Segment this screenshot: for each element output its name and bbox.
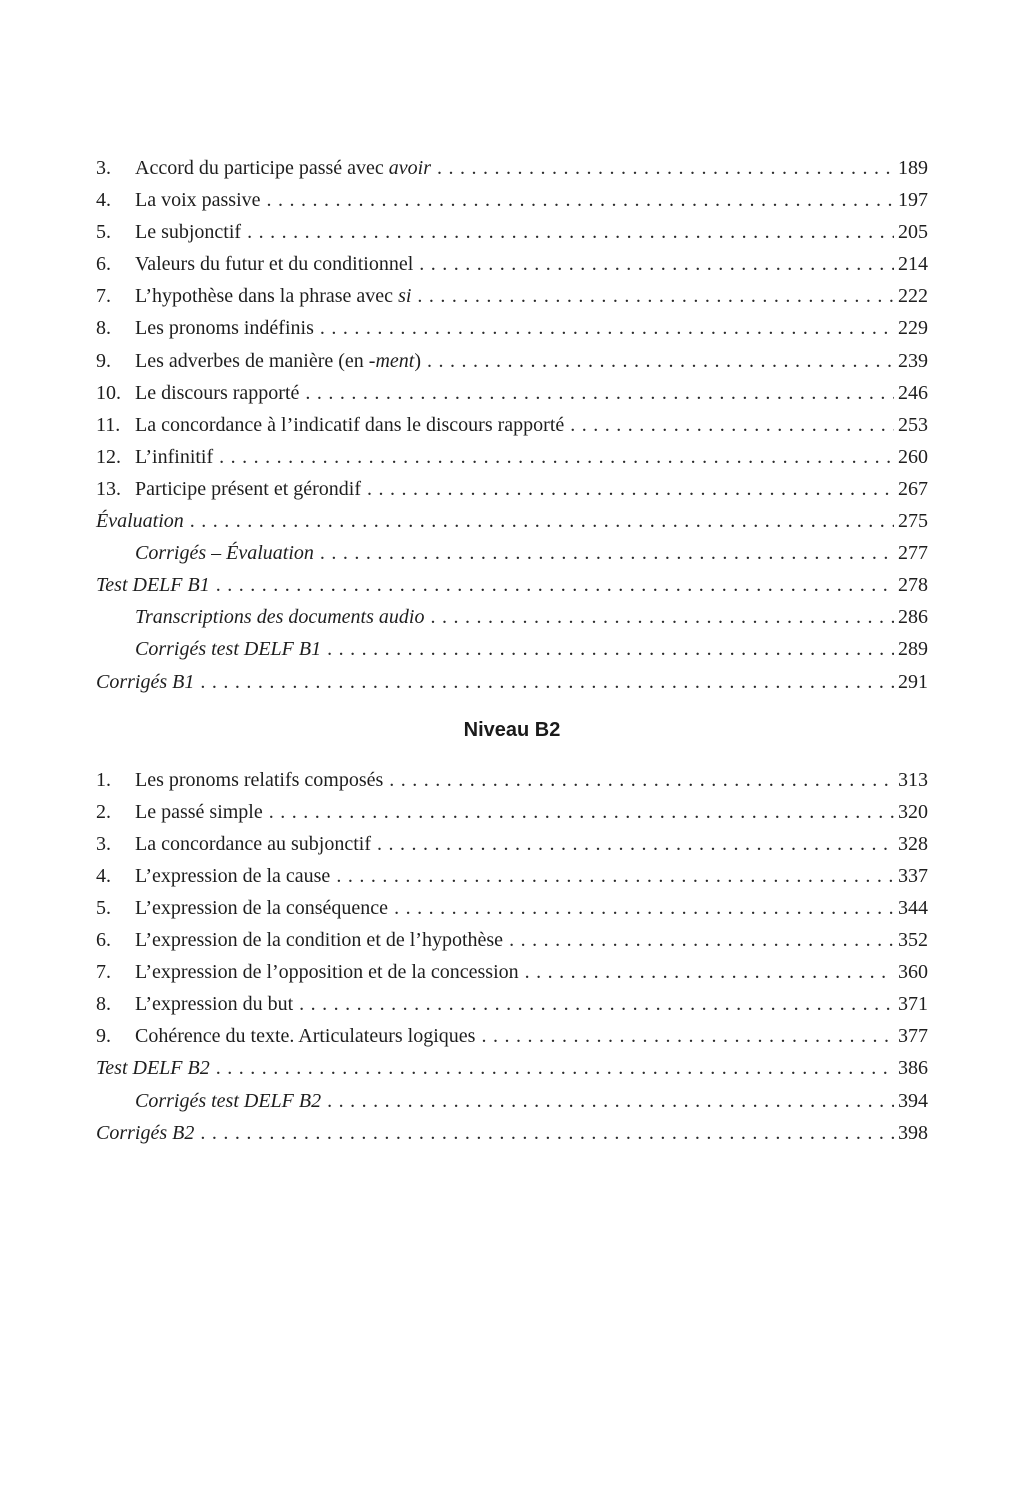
toc-entry [96,409,928,441]
toc-entry [96,796,928,828]
toc-extra-entry [96,601,928,633]
dot-leader [394,892,894,924]
toc-entry-title: La concordance à l’indicatif dans le discours rapporté [135,413,565,436]
toc-extra-page: 289 [898,638,928,661]
toc-extra-page: 277 [898,542,928,565]
toc-entry [96,441,928,473]
toc-extra-entry [96,666,928,698]
dot-leader [525,956,894,988]
dot-leader [216,569,894,601]
toc-entry [96,988,928,1020]
toc-extra-page: 278 [898,574,928,597]
toc-entry-title: L’infinitif [135,445,214,468]
toc-entry-title-italic: avoir [388,157,431,179]
toc-extra-page: 398 [898,1121,928,1144]
toc-entry-title: Les adverbes de manière (en -ment) [135,349,421,372]
toc-entry-title: Participe présent et gérondif [135,477,362,500]
toc-entry-page: 371 [898,993,928,1016]
table-of-contents [96,152,928,1149]
toc-entry-page: 246 [898,381,928,404]
toc-extra-title: Corrigés B2 [96,1121,195,1144]
toc-extra-entry [96,1052,928,1084]
dot-leader [219,441,894,473]
toc-entry [96,248,928,280]
toc-entry-number: 2. [96,800,111,823]
dot-leader [481,1020,894,1052]
toc-entry-page: 320 [898,800,928,823]
toc-entry-page: 377 [898,1025,928,1048]
toc-entry-number: 7. [96,285,111,308]
toc-entry-page: 214 [898,253,928,276]
toc-entry [96,1020,928,1052]
toc-entry-title: Les pronoms relatifs composés [135,768,384,791]
toc-extra-title: Test DELF B1 [96,574,210,597]
toc-extra-title: Corrigés B1 [96,670,195,693]
toc-entry-title: Les pronoms indéfinis [135,317,314,340]
toc-entry-title: L’expression de l’opposition et de la concession [135,961,519,984]
toc-entry-title: Accord du participe passé avec avoir [135,157,431,179]
dot-leader [327,1085,894,1117]
toc-entry-number: 9. [96,1025,111,1048]
toc-entry-number: 13. [96,477,121,500]
toc-extra-entry [96,537,928,569]
dot-leader [417,280,894,312]
toc-entry [96,892,928,924]
toc-entry-page: 267 [898,477,928,500]
toc-entry-page: 352 [898,929,928,952]
dot-leader [327,633,894,665]
section-heading-niveau-b2: Niveau B2 [463,719,561,742]
toc-extra-entry [96,1085,928,1117]
toc-entry-title: Le passé simple [135,800,263,823]
dot-leader [367,473,894,505]
toc-extra-title: Évaluation [96,510,184,533]
toc-entry-title: Valeurs du futur et du conditionnel [135,253,414,276]
toc-entry-title-italic: si [398,285,412,308]
toc-entry [96,860,928,892]
toc-entry-number: 9. [96,349,111,372]
toc-extra-title: Corrigés test DELF B1 [135,638,322,661]
toc-entry-number: 3. [96,157,111,179]
toc-entry-number: 11. [96,413,121,436]
toc-entry-number: 5. [96,896,111,919]
toc-entry-title: L’hypothèse dans la phrase avec si [135,285,412,308]
toc-entry-title: L’expression du but [135,993,294,1016]
dot-leader [437,152,894,184]
toc-entry [96,377,928,409]
dot-leader [570,409,894,441]
toc-entry [96,280,928,312]
toc-entry-number: 1. [96,768,111,791]
toc-extra-page: 275 [898,510,928,533]
dot-leader [430,601,894,633]
dot-leader [509,924,894,956]
toc-entry-number: 3. [96,832,111,855]
toc-entry-title: La concordance au subjonctif [135,832,372,855]
dot-leader [269,796,894,828]
toc-entry-title: Cohérence du texte. Articulateurs logiques [135,1025,476,1048]
dot-leader [190,505,894,537]
toc-entry-page: 253 [898,413,928,436]
toc-extra-title: Corrigés – Évaluation [135,542,314,565]
dot-leader [200,666,894,698]
toc-extra-entry [96,505,928,537]
dot-leader [216,1052,894,1084]
toc-entry-page: 360 [898,961,928,984]
toc-entry-number: 7. [96,961,111,984]
toc-entry-page: 222 [898,285,928,308]
toc-entry [96,184,928,216]
toc-entry-title-italic: -ment [368,349,415,372]
toc-entry [96,764,928,796]
toc-extra-title: Corrigés test DELF B2 [135,1089,322,1112]
toc-entry-page: 337 [898,864,928,887]
toc-entry-page: 328 [898,832,928,855]
dot-leader [320,537,894,569]
toc-entry-number: 6. [96,929,111,952]
toc-entry-page: 197 [898,189,928,212]
toc-entry-number: 8. [96,993,111,1016]
toc-entry [96,956,928,988]
dot-leader [389,764,894,796]
toc-entry [96,924,928,956]
toc-entry-number: 4. [96,864,111,887]
dot-leader [247,216,894,248]
toc-b2-extras [96,1052,928,1148]
toc-entry [96,216,928,248]
toc-entry-page: 189 [898,157,928,179]
toc-entry-page: 260 [898,445,928,468]
toc-entry-page: 239 [898,349,928,372]
toc-entry-number: 4. [96,189,111,212]
toc-extra-title: Transcriptions des documents audio [135,606,425,629]
dot-leader [427,345,894,377]
toc-entry [96,345,928,377]
dot-leader [200,1117,894,1149]
toc-entry-title: L’expression de la cause [135,864,331,887]
dot-leader [336,860,894,892]
toc-entry-page: 313 [898,768,928,791]
toc-entry [96,828,928,860]
toc-entry-page: 344 [898,896,928,919]
toc-entry-page: 205 [898,221,928,244]
toc-entry [96,312,928,344]
toc-entry-number: 12. [96,445,121,468]
toc-entry-number: 8. [96,317,111,340]
dot-leader [267,184,894,216]
dot-leader [299,988,894,1020]
toc-entry-number: 6. [96,253,111,276]
toc-b1-chapters [96,152,928,505]
toc-entry-title: La voix passive [135,189,261,212]
dot-leader [377,828,894,860]
toc-entry-title: Le subjonctif [135,221,242,244]
toc-extra-entry [96,1117,928,1149]
toc-entry-title: L’expression de la conséquence [135,896,389,919]
toc-extra-page: 286 [898,606,928,629]
dot-leader [305,377,894,409]
toc-entry [96,473,928,505]
toc-extra-page: 394 [898,1089,928,1112]
toc-extra-title: Test DELF B2 [96,1057,210,1080]
dot-leader [419,248,894,280]
toc-entry-page: 229 [898,317,928,340]
toc-entry [96,152,928,184]
toc-entry-title: L’expression de la condition et de l’hypothèse [135,929,504,952]
toc-extra-entry [96,633,928,665]
toc-b1-extras [96,505,928,698]
toc-b2-chapters [96,764,928,1053]
toc-extra-page: 291 [898,670,928,693]
toc-entry-number: 10. [96,381,121,404]
toc-entry-number: 5. [96,221,111,244]
toc-entry-title: Le discours rapporté [135,381,300,404]
dot-leader [320,312,894,344]
toc-extra-entry [96,569,928,601]
toc-extra-page: 386 [898,1057,928,1080]
